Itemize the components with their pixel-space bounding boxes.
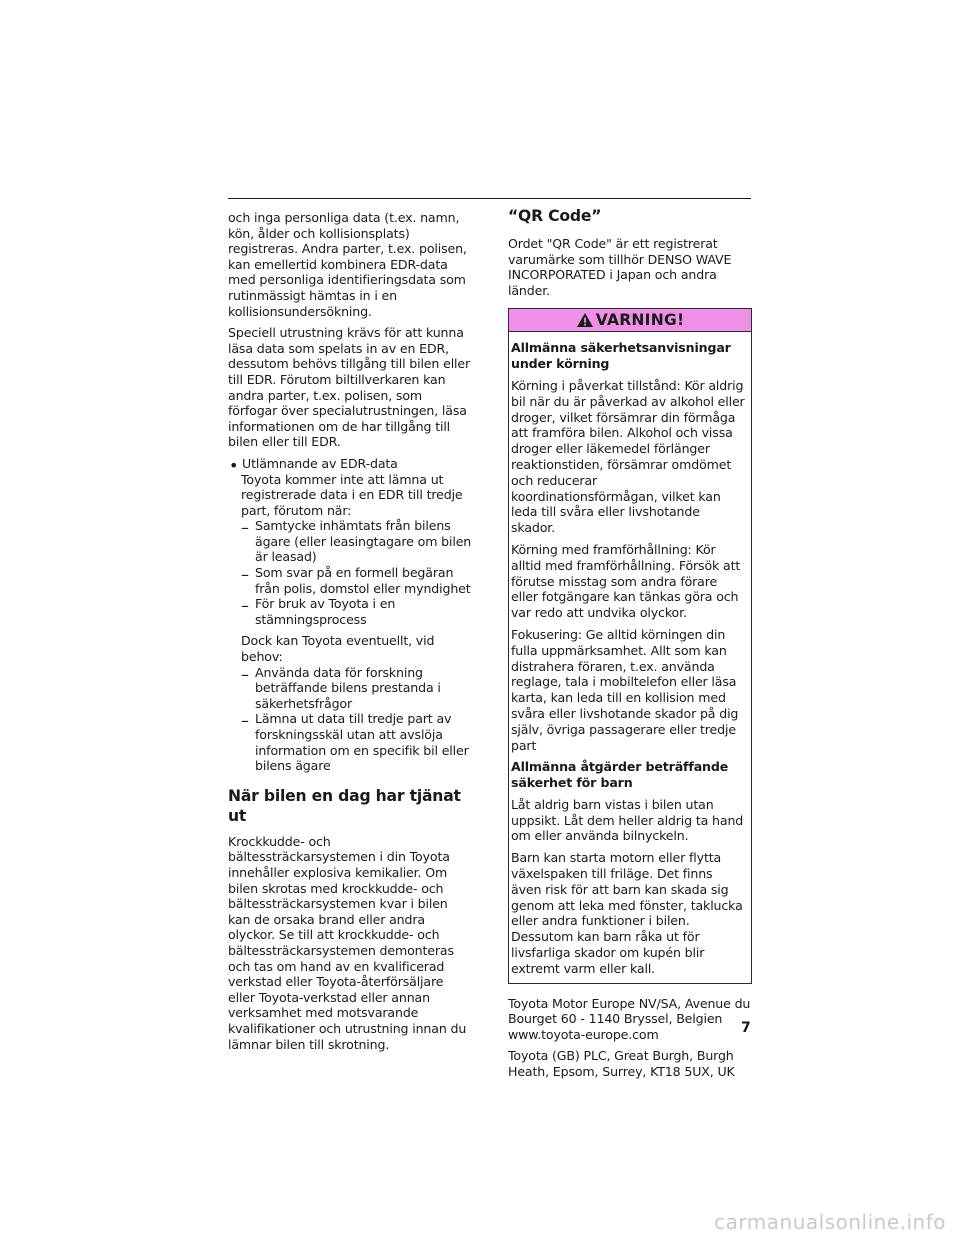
- warning-subheading: Allmänna åtgärder beträffande säkerhet för barn: [511, 759, 729, 791]
- list-item: [241, 596, 472, 627]
- warning-text: Fokusering: Ge alltid körningen din fulla uppmärksamhet. Allt som kan distrahera föraren, t.ex. använda reglage, tala i mobiltelefon eller läsa karta, kan leda till en kollision med svåra eller livshotande skador på dig själv, övriga passagerare eller tredje part: [511, 626, 739, 753]
- bullet-item: [228, 455, 472, 475]
- left-column: [228, 210, 472, 1052]
- warning-text: Barn kan starta motorn eller flytta växelspaken till friläge. Det finns även risk för att barn kan skada sig genom att leka med fönster, taklucka eller andra funktioner i bilen. Dessutom kan barn råka ut för livsfarliga skador om kupén blir extremt varm eller kall.: [511, 850, 743, 976]
- warning-triangle-icon: [576, 312, 594, 328]
- warning-text: Låt aldrig barn vistas i bilen utan uppsikt. Låt dem heller aldrig ta hand om eller använda bilnyckeln.: [511, 796, 744, 844]
- dash-mark: –: [241, 565, 249, 585]
- bullet-text: Toyota kommer inte att lämna ut registrerade data i en EDR till tredje part, förutom när:: [241, 471, 463, 518]
- section-heading: När bilen en dag har tjänat ut: [228, 786, 461, 825]
- paragraph: och inga personliga data (t.ex. namn, kön, ålder och kollisionsplats) registreras. Andra parter, t.ex. polisen, kan emellertid kombinera EDR-data med personliga identifieringsdata som rutinmässigt hämtas in i en kollisionsundersökning.: [228, 210, 467, 319]
- list-item-text: Lämna ut data till tredje part av forskningsskäl utan att avslöja information om en specifik bil eller bilens ägare: [255, 711, 469, 774]
- list-item: [241, 665, 472, 712]
- list-item-text: Samtycke inhämtats från bilens ägare (eller leasingtagare om bilen är leasad): [255, 518, 472, 565]
- watermark: carmanualsonline.info: [714, 1210, 946, 1234]
- bullet-mark: •: [229, 455, 239, 475]
- dash-mark: –: [241, 518, 249, 538]
- warning-box: [508, 308, 752, 983]
- paragraph: Speciell utrustning krävs för att kunna läsa data som spelats in av en EDR, dessutom behövs tillgång till bilen eller till EDR. Förutom biltillverkaren kan andra parter, t.ex. polisen, som förfogar över specialutrustningen, läsa informationen om de har tillgång till bilen eller till EDR.: [228, 325, 471, 450]
- section-heading: “QR Code”: [508, 207, 602, 225]
- warning-text: Körning med framförhållning: Kör alltid med framförhållning. Försök att förutse misstag som andra förare eller fotgängare kan tänkas göra och var redo att undvika olyckor.: [511, 541, 741, 621]
- list-item-text: För bruk av Toyota i en stämningsprocess: [255, 596, 396, 627]
- dash-mark: –: [241, 596, 249, 616]
- dash-mark: –: [241, 664, 249, 684]
- top-rule: [228, 198, 751, 199]
- paragraph: Krockkudde- och bältessträckarsystemen i din Toyota innehåller explosiva kemikalier. Om bilen skrotas med krockkudde- och bältessträckarsystemen kvar i bilen kan de orsaka brand eller andra olyckor. Se till att krockkudde- och bältessträckarsystemen demonteras och tas om hand av en kvalificerad verkstad eller Toyota-återförsäljare eller Toyota-verkstad eller annan verksamhet med motsvarande kvalifikationer och utrustning innan du lämnar bilen till skrotning.: [228, 833, 467, 1052]
- warning-header: [509, 309, 751, 332]
- dash-mark: –: [241, 711, 249, 731]
- list-item: [241, 711, 472, 773]
- list-item: [241, 565, 472, 596]
- list-item-text: Använda data för forskning beträffande bilens prestanda i säkerhetsfrågor: [255, 664, 441, 711]
- address: Toyota Motor Europe NV/SA, Avenue du Bourget 60 - 1140 Bryssel, Belgien www.toyota-europe.com: [508, 995, 751, 1042]
- bullet-text: Dock kan Toyota eventuellt, vid behov:: [241, 633, 435, 665]
- warning-body: [509, 332, 751, 982]
- warning-text: Körning i påverkat tillstånd: Kör aldrig bil när du är påverkad av alkohol eller droger, vilket försämrar din förmåga att framföra bilen. Alkohol och vissa droger eller läkemedel förlänger reaktionstiden, försämrar omdömet och reducerar koordinationsförmågan, vilket kan leda till svåra eller livshotande skador.: [511, 377, 745, 536]
- address: Toyota (GB) PLC, Great Burgh, Burgh Heath, Epsom, Surrey, KT18 5UX, UK: [508, 1048, 735, 1080]
- warning-subheading: Allmänna säkerhetsanvisningar under körning: [511, 340, 731, 372]
- page-number: 7: [741, 1020, 751, 1036]
- list-item-text: Som svar på en formell begäran från polis, domstol eller myndighet: [255, 565, 471, 596]
- bullet-title: Utlämnande av EDR-data: [242, 455, 398, 471]
- list-item: [241, 518, 472, 565]
- warning-title: VARNING!: [595, 311, 685, 330]
- paragraph: Ordet "QR Code" är ett registrerat varumärke som tillhör DENSO WAVE INCORPORATED i Japan och andra länder.: [508, 236, 732, 298]
- right-column: [508, 206, 752, 1080]
